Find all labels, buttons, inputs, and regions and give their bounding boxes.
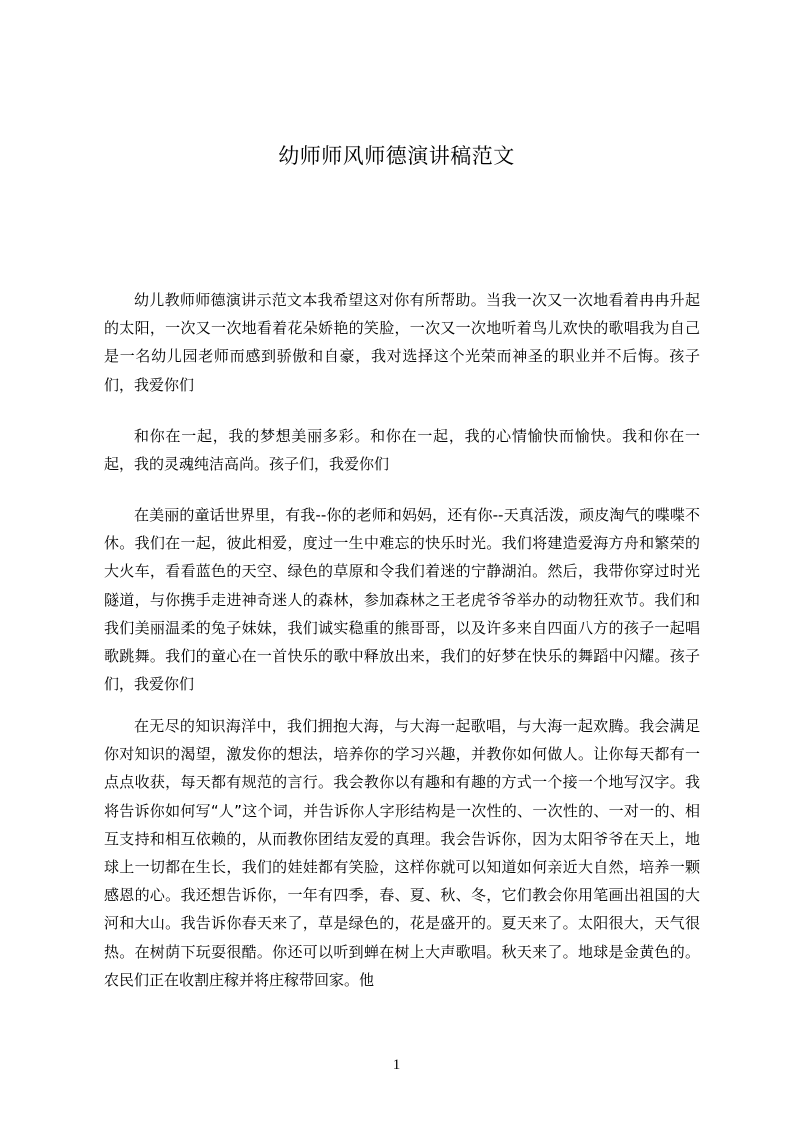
paragraph-4: 在无尽的知识海洋中，我们拥抱大海，与大海一起歌唱，与大海一起欢腾。我会满足你对知识的渴望，激发你的想法，培养你的学习兴趣，并教你如何做人。让你每天都有一点点收获，每天都有规范的言行。我会教你以有趣和有趣的方式一个接一个地写汉字。我将告诉你如何写“人”这个词，并告诉你人字形结构是一次性的、一次性的、一对一的、相互支持和相互依赖的，从而教你团结友爱的真理。我会告诉你，因为太阳爷爷在天上，地球上一切都在生长，我们的娃娃都有笑脸，这样你就可以知道如何亲近大自然，培养一颗感恩的心。我还想告诉你，一年有四季，春、夏、秋、冬，它们教会你用笔画出祖国的大河和大山。我告诉你春天来了，草是绿色的，花是盛开的。夏天来了。太阳很大，天气很热。在树荫下玩耍很酷。你还可以听到蝉在树上大声歌唱。秋天来了。地球是金黄色的。农民们正在收割庄稼并将庄稼带回家。他 [104,717,700,989]
document-title: 幼师师风师德演讲稿范文 [278,144,515,168]
paragraph-3: 在美丽的童话世界里，有我--你的老师和妈妈，还有你--天真活泼，顽皮淘气的喋喋不休。我们在一起，彼此相爱，度过一生中难忘的快乐时光。我们将建造爱海方舟和繁荣的大火车，看看蓝色的天空、绿色的草原和令我们着迷的宁静湖泊。然后，我带你穿过时光隧道，与你携手走进神奇迷人的森林，参加森林之王老虎爷爷举办的动物狂欢节。我们和我们美丽温柔的兔子妹妹，我们诚实稳重的熊哥哥，以及许多来自四面八方的孩子一起唱歌跳舞。我们的童心在一首快乐的歌中释放出来，我们的好梦在快乐的舞蹈中闪耀。孩子们，我爱你们 [104,506,700,694]
paragraph-1: 幼儿教师师德演讲示范文本我希望这对你有所帮助。当我一次又一次地看着冉冉升起的太阳，一次又一次地看着花朵娇艳的笑脸，一次又一次地听着鸟儿欢快的歌唱我为自己是一名幼儿园老师而感到骄傲和自豪，我对选择这个光荣而神圣的职业并不后悔。孩子们，我爱你们 [104,291,700,394]
page-number: 1 [392,1057,401,1073]
paragraph-2: 和你在一起，我的梦想美丽多彩。和你在一起，我的心情愉快而愉快。我和你在一起，我的灵魂纯洁高尚。孩子们，我爱你们 [104,427,700,474]
